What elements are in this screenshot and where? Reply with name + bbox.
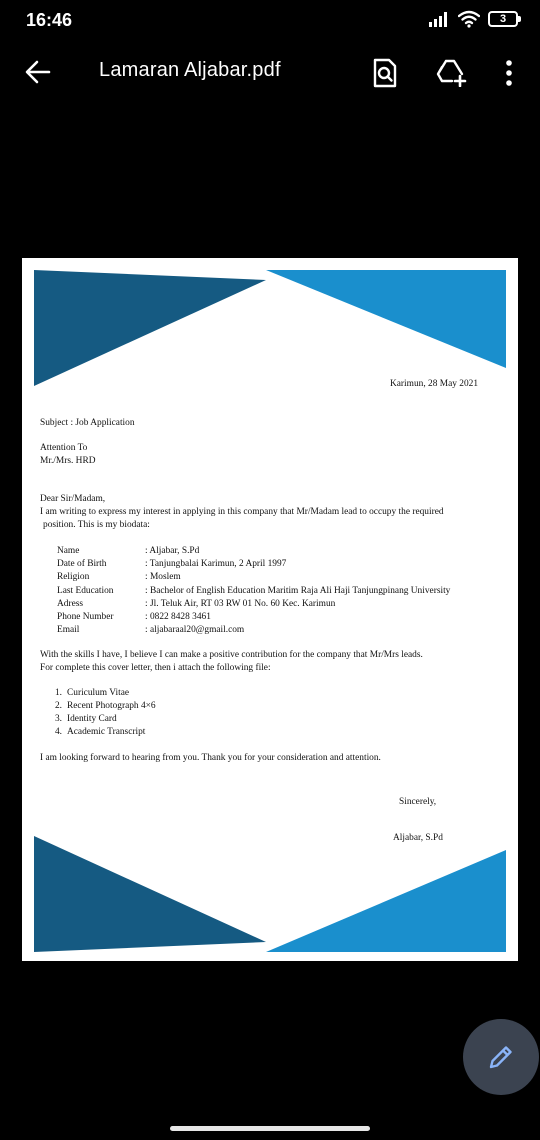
biodata-value: : Aljabar, S.Pd [145,546,200,556]
status-icons [428,10,518,28]
biodata-value: : Moslem [145,572,181,583]
pencil-icon [486,1042,516,1072]
biodata-label: Religion [57,572,90,583]
biodata-value: : Jl. Teluk Air, RT 03 RW 01 No. 60 Kec. Karimun [145,598,336,609]
biodata-value: : Bachelor of English Education Maritim Raja Ali Haji Tanjungpinang University [145,585,451,596]
biodata-label: Phone Number [57,611,114,622]
top-right-triangle [266,270,506,368]
wifi-icon [458,10,480,28]
arrow-left-icon [25,60,51,84]
document-title: Lamaran Aljabar.pdf [99,59,281,81]
signal-icon [428,11,450,27]
list-number: 4. [54,727,62,737]
biodata-value: : Tanjungbalai Karimun, 2 April 1997 [145,559,287,570]
biodata-label: Last Education [57,585,114,596]
battery-icon [488,11,518,27]
letter-subject: Subject : Job Application [40,418,135,428]
add-to-drive-button[interactable] [432,54,472,92]
biodata-value: : 0822 8428 3461 [145,611,211,622]
recipient: Mr./Mrs. HRD [40,456,96,466]
signature-name: Aljabar, S.Pd [393,833,443,843]
battery-level: 3 [499,13,507,25]
bottom-left-triangle [34,836,266,952]
biodata-label: Adress [57,598,84,609]
attention-label: Attention To [40,443,88,453]
list-text: Identity Card [67,714,117,724]
salutation: Dear Sir/Madam, [40,494,106,504]
skills-line-2: For complete this cover letter, then i attach the following file: [40,663,271,673]
letter-date: Karimun, 28 May 2021 [390,379,479,389]
find-in-page-icon [372,58,398,88]
intro-line-1: I am writing to express my interest in applying in this company that Mr/Madam lead to occupy the required [40,507,444,517]
home-indicator[interactable] [170,1126,370,1131]
list-number: 1. [54,688,62,698]
list-text: Academic Transcript [67,727,146,737]
biodata-value: : aljabaraal20@gmail.com [145,625,245,636]
add-to-drive-icon [436,59,468,87]
status-bar [0,0,540,44]
document-page[interactable] [22,258,518,961]
closing-line: I am looking forward to hearing from you. Thank you for your consideration and attention. [40,753,381,763]
top-left-triangle [34,270,266,386]
biodata-label: Date of Birth [57,559,107,570]
more-options-button[interactable] [494,54,524,92]
intro-line-2: position. This is my biodata: [43,520,150,530]
back-button[interactable] [18,56,58,88]
list-number: 3. [54,714,62,724]
find-in-page-button[interactable] [366,54,404,92]
biodata-label: Email [57,625,80,636]
list-number: 2. [54,701,62,711]
app-bar [0,44,540,100]
more-vert-icon [505,60,513,86]
sign-off: Sincerely, [399,797,437,807]
status-time: 16:46 [26,10,73,30]
edit-button[interactable] [463,1019,539,1095]
list-text: Curiculum Vitae [67,688,130,698]
biodata-label: Name [57,546,80,556]
skills-line-1: With the skills I have, I believe I can make a positive contribution for the company that Mr/Mrs leads. [40,650,423,660]
bottom-right-triangle [266,850,506,952]
list-text: Recent Photograph 4×6 [67,701,156,711]
